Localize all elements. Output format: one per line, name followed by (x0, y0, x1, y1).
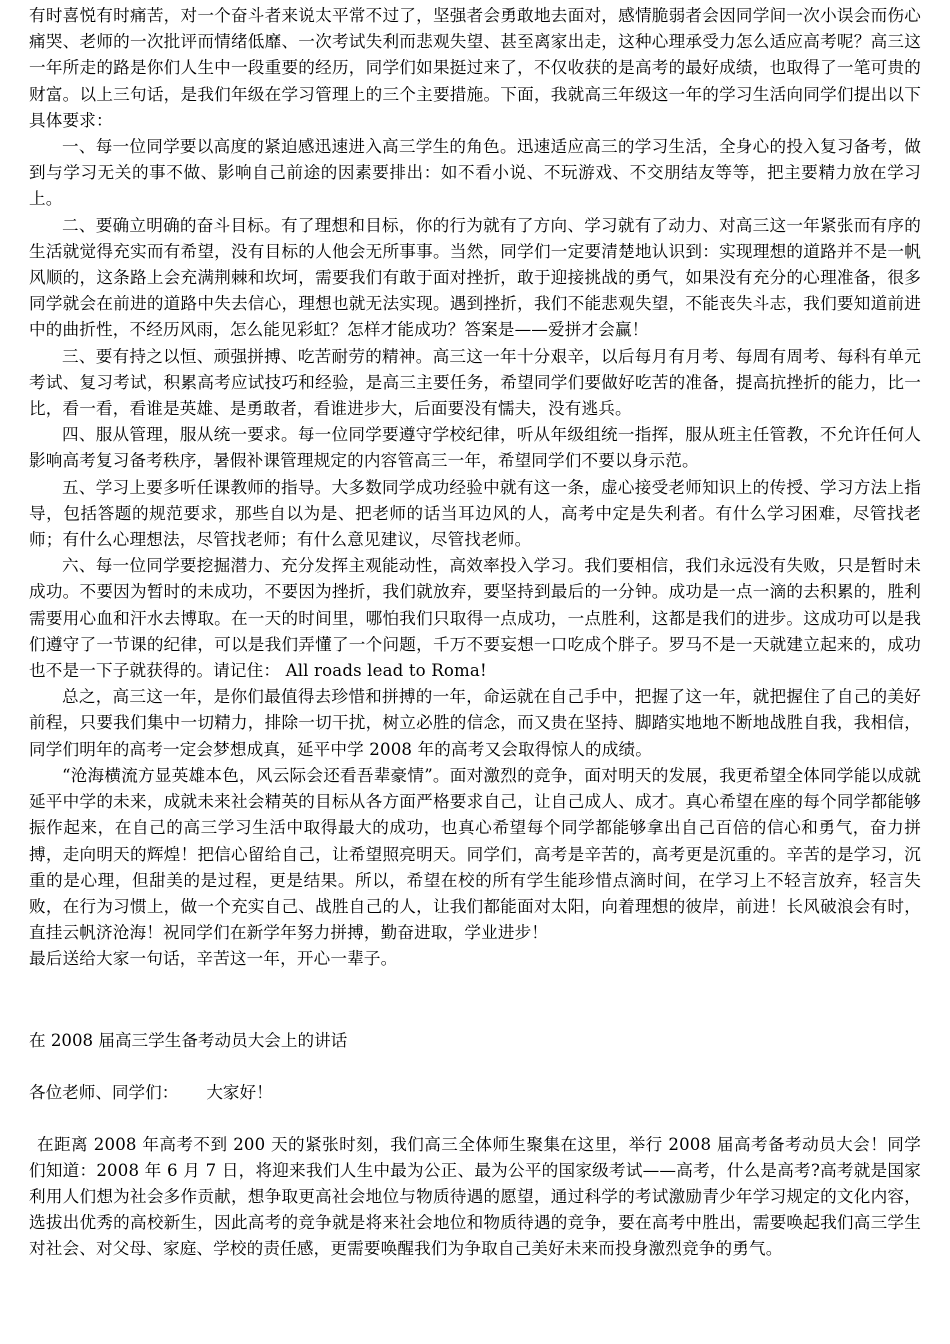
paragraph-closing-quote: “沧海横流方显英雄本色，风云际会还看吾辈豪情”。面对激烈的竞争，面对明天的发展，我更希望全体同学能以成就延平中学的未来，成就未来社会精英的目标从各方面严格要求自己，让自己成人、成才。真心希望在座的每个同学都能够振作起来，在自己的高三学习生活中取得最大的成功，也真心希望每个同学都能够拿出自己百倍的信心和勇气，奋力拼搏，走向明天的辉煌！把信心留给自己，让希望照亮明天。同学们，高考是辛苦的，高考更是沉重的。辛苦的是学习，沉重的是心理，但甜美的是过程，更是结果。所以，希望在校的所有学生能珍惜点滴时间，在学习上不轻言放弃，轻言失败，在行为习惯上，做一个充实自己、战胜自己的人，让我们都能面对太阳，向着理想的彼岸，前进！长风破浪会有时，直挂云帆济沧海！祝同学们在新学年努力拼搏，勤奋进取，学业进步！ (29, 765, 921, 943)
greeting-reply: 大家好！ (206, 1082, 273, 1102)
title-spacer (29, 1054, 921, 1080)
speech-title: 在 2008 届高三学生备考动员大会上的讲话 (29, 1030, 348, 1050)
paragraph-intro: 有时喜悦有时痛苦，对一个奋斗者来说太平常不过了，坚强者会勇敢地去面对，感情脆弱者会因同学间一次小误会而伤心痛哭、老师的一次批评而情绪低靡、一次考试失利而悲观失望、甚至离家出走，这种心理承受力怎么适应高考呢？高三这一年所走的路是你们人生中一段重要的经历，同学们如果挺过来了，不仅收获的是高考的最好成绩，也取得了一笔可贵的财富。以上三句话，是我们年级在学习管理上的三个主要措施。下面，我就高三年级这一年的学习生活向同学们提出以下具体要求： (29, 6, 921, 130)
paragraph-requirement-1: 一、每一位同学要以高度的紧迫感迅速进入高三学生的角色。迅速适应高三的学习生活，全身心的投入复习备考，做到与学习无关的事不做、影响自己前途的因素要排出：如不看小说、不玩游戏、不交朋结友等等，把主要精力放在学习上。 (29, 137, 921, 209)
paragraph-requirement-3: 三、要有持之以恒、顽强拼搏、吃苦耐劳的精神。高三这一年十分艰辛，以后每月有月考、每周有周考、每科有单元考试、复习考试，积累高考应试技巧和经验，是高三主要任务，希望同学们要做好吃苦的准备，提高抗挫折的能力，比一比，看一看，看谁是英雄、是勇敢者，看谁进步大，后面要没有懦夫，没有逃兵。 (29, 346, 921, 419)
paragraph-requirement-5: 五、学习上要多听任课教师的指导。大多数同学成功经验中就有这一条，虚心接受老师知识上的传授、学习方法上指导，包括答题的规范要求，那些自以为是、把老师的话当耳边风的人，高考中定是失利者。有什么学习困难，尽管找老师；有什么心理想法，尽管找老师；有什么意见建议，尽管找老师。 (29, 477, 921, 550)
section-spacer (29, 973, 921, 1028)
paragraph-requirement-6: 六、每一位同学要挖掘潜力、充分发挥主观能动性，高效率投入学习。我们要相信，我们永远没有失败，只是暂时未成功。不要因为暂时的未成功，不要因为挫折，我们就放弃，要坚持到最后的一分钟。成功是一点一滴的去积累的，胜利需要用心血和汗水去博取。在一天的时间里，哪怕我们只取得一点成功，一点胜利，这都是我们的进步。这成功可以是我们遵守了一节课的纪律，可以是我们弄懂了一个问题，千万不要妄想一口吃成个胖子。罗马不是一天就建立起来的，成功也不是一下子就获得的。请记住： All roads lead to Roma! (29, 556, 921, 681)
paragraph-requirement-4: 四、服从管理，服从统一要求。每一位同学要遵守学校纪律，听从年级组统一指挥，服从班主任管教，不允许任何人影响高考复习备考秩序，暑假补课管理规定的内容管高三一年，希望同学们不要以身示范。 (29, 425, 921, 471)
document-page (29, 3, 921, 1263)
paragraph-speech-opening: 在距离 2008 年高考不到 200 天的紧张时刻，我们高三全体师生聚集在这里，举行 2008 届高考备考动员大会！同学们知道：2008 年 6 月 7 日，将迎来我们人生中最为公正、最为公平的国家级考试——高考，什么是高考?高考就是国家利用人们想为社会多作贡献，想争取更高社会地位与物质待遇的愿望，通过科学的考试激励青少年学习规定的文化内容，选拔出优秀的高校新生，因此高考的竞争就是将来社会地位和物质待遇的竞争，要在高考中胜出，需要唤起我们高三学生对社会、对父母、家庭、学校的责任感，更需要唤醒我们为争取自己美好未来而投身激烈竞争的勇气。 (29, 1134, 921, 1259)
greeting-salutation: 各位老师、同学们： (29, 1082, 179, 1102)
speech-greeting (29, 1080, 921, 1106)
paragraph-requirement-2: 二、要确立明确的奋斗目标。有了理想和目标，你的行为就有了方向、学习就有了动力、对高三这一年紧张而有序的生活就觉得充实而有希望，没有目标的人他会无所事事。当然，同学们一定要清楚地认识到：实现理想的道路并不是一帆风顺的，这条路上会充满荆棘和坎坷，需要我们有敢于面对挫折，敢于迎接挑战的勇气，如果没有充分的心理准备，很多同学就会在前进的道路中失去信心，理想也就无法实现。遇到挫折，我们不能悲观失望，不能丧失斗志，我们要知道前进中的曲折性，不经历风雨，怎么能见彩虹？怎样才能成功？答案是——爱拼才会赢！ (29, 215, 921, 340)
greeting-spacer (29, 1106, 921, 1132)
paragraph-final-line: 最后送给大家一句话，辛苦这一年，开心一辈子。 (29, 949, 398, 969)
paragraph-summary: 总之，高三这一年，是你们最值得去珍惜和拼搏的一年，命运就在自己手中，把握了这一年，就把握住了自己的美好前程，只要我们集中一切精力，排除一切干扰，树立必胜的信念，而又贵在坚持、脚踏实地地不断地战胜自我，我相信，同学们明年的高考一定会梦想成真，延平中学 2008 年的高考又会取得惊人的成绩。 (29, 687, 921, 759)
